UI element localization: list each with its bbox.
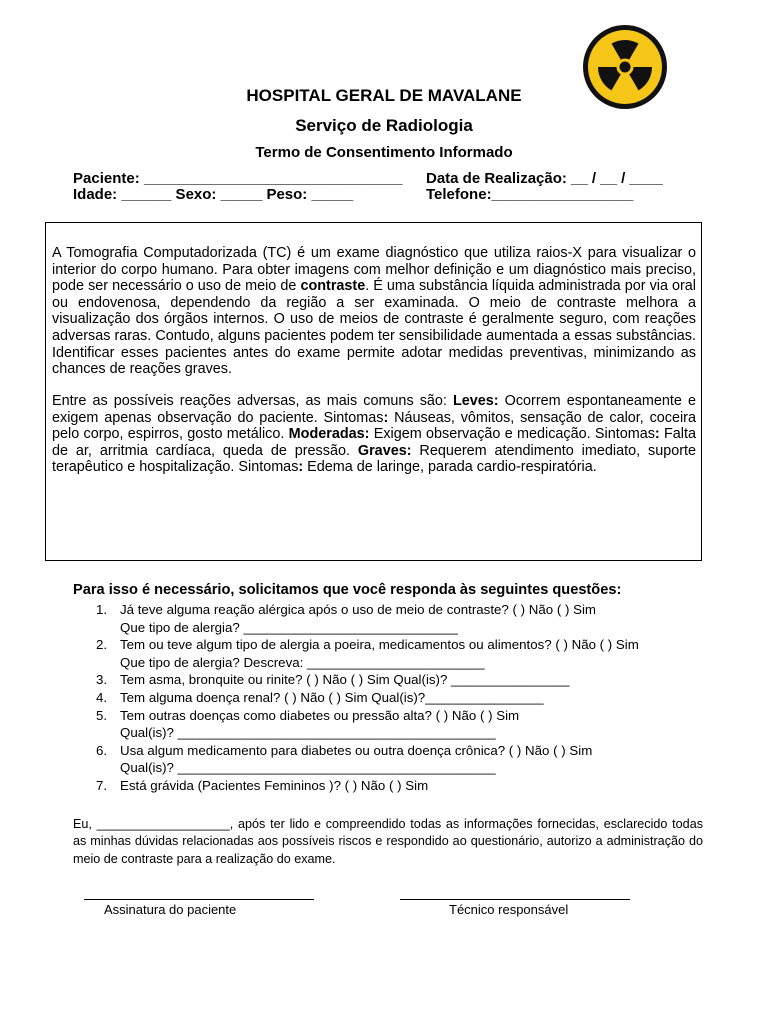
hospital-name: HOSPITAL GERAL DE MAVALANE bbox=[246, 86, 522, 105]
phone-field[interactable]: Telefone:_________________ bbox=[426, 186, 634, 203]
age-sex-weight-fields[interactable]: Idade: ______ Sexo: _____ Peso: _____ bbox=[73, 186, 354, 203]
technician-signature-label: Técnico responsável bbox=[449, 902, 569, 917]
question-followup[interactable]: Que tipo de alergia? Descreva: ________________________ bbox=[120, 654, 485, 670]
adverse-reactions-paragraph: Entre as possíveis reações adversas, as mais comuns são: Leves: Ocorrem espontaneamente e exigem apenas observação do paciente. Sintomas: Náuseas, vômitos, sensação de calor, coceira pelo corpo, espirros, gosto metálico. Moderadas: Exigem observação e medicação. Sintomas: Falta de ar, arritmia cardíaca, queda de pressão. Graves: Requerem atendimento imediato, suporte terapêutico e hospitalização. Sintomas: Edema de laringe, parada cardio-respiratória. bbox=[52, 393, 696, 476]
form-title: Termo de Consentimento Informado bbox=[255, 144, 513, 161]
ct-description-paragraph: A Tomografia Computadorizada (TC) é um exame diagnóstico que utiliza raios-X para visualizar o interior do corpo humano. Para obter imagens com melhor definição e um diagnóstico mais preciso, pode ser necessário o uso de meio de contraste. É uma substância líquida administrada por via oral ou endovenosa, dependendo da região a ser examinada. O meio de contraste melhora a visualização dos órgãos internos. O uso de meios de contraste é geralmente seguro, com reações adversas raras. Contudo, alguns pacientes podem ter sensibilidade aumentada a essas substâncias. Identificar esses pacientes antes do exame permite adotar medidas preventivas, minimizando as chances de reações graves. bbox=[52, 245, 697, 378]
question-item[interactable]: 1. Já teve alguma reação alérgica após o uso de meio de contraste? ( ) Não ( ) Sim bbox=[96, 602, 596, 617]
info-box bbox=[45, 222, 702, 561]
questions-title: Para isso é necessário, solicitamos que você responda às seguintes questões: bbox=[73, 582, 622, 598]
patient-name-field[interactable]: Paciente: _______________________________ bbox=[73, 170, 403, 187]
patient-signature-line[interactable] bbox=[84, 899, 314, 900]
question-item[interactable]: 5. Tem outras doenças como diabetes ou pressão alta? ( ) Não ( ) Sim bbox=[96, 707, 520, 723]
consent-statement: Eu, ___________________, após ter lido e compreendido todas as informações fornecidas, esclarecido todas as minhas dúvidas relacionadas aos possíveis riscos e respondido ao questionário, autorizo a administração do meio de contraste para a realização do exame. bbox=[73, 817, 703, 866]
exam-date-field[interactable]: Data de Realização: __ / __ / ____ bbox=[426, 170, 663, 187]
technician-signature-line[interactable] bbox=[400, 899, 630, 900]
service-name: Serviço de Radiologia bbox=[295, 116, 473, 135]
questions-list bbox=[96, 601, 639, 795]
question-followup[interactable]: Qual(is)? ___________________________________________ bbox=[120, 760, 496, 776]
question-item[interactable]: 3. Tem asma, bronquite ou rinite? ( ) Não ( ) Sim Qual(is)? ________________ bbox=[96, 672, 570, 688]
patient-signature-label: Assinatura do paciente bbox=[104, 902, 237, 917]
question-item[interactable]: 4. Tem alguma doença renal? ( ) Não ( ) Sim Qual(is)?________________ bbox=[96, 689, 544, 705]
question-followup[interactable]: Que tipo de alergia? _____________________________ bbox=[120, 619, 458, 635]
question-followup[interactable]: Qual(is)? ___________________________________________ bbox=[120, 725, 496, 741]
question-item[interactable]: 6. Usa algum medicamento para diabetes ou outra doença crônica? ( ) Não ( ) Sim bbox=[96, 742, 593, 758]
question-item[interactable]: 7. Está grávida (Pacientes Femininos )? ( ) Não ( ) Sim bbox=[96, 777, 429, 793]
question-item[interactable]: 2. Tem ou teve algum tipo de alergia a poeira, medicamentos ou alimentos? ( ) Não ( ) Sim bbox=[96, 637, 639, 653]
